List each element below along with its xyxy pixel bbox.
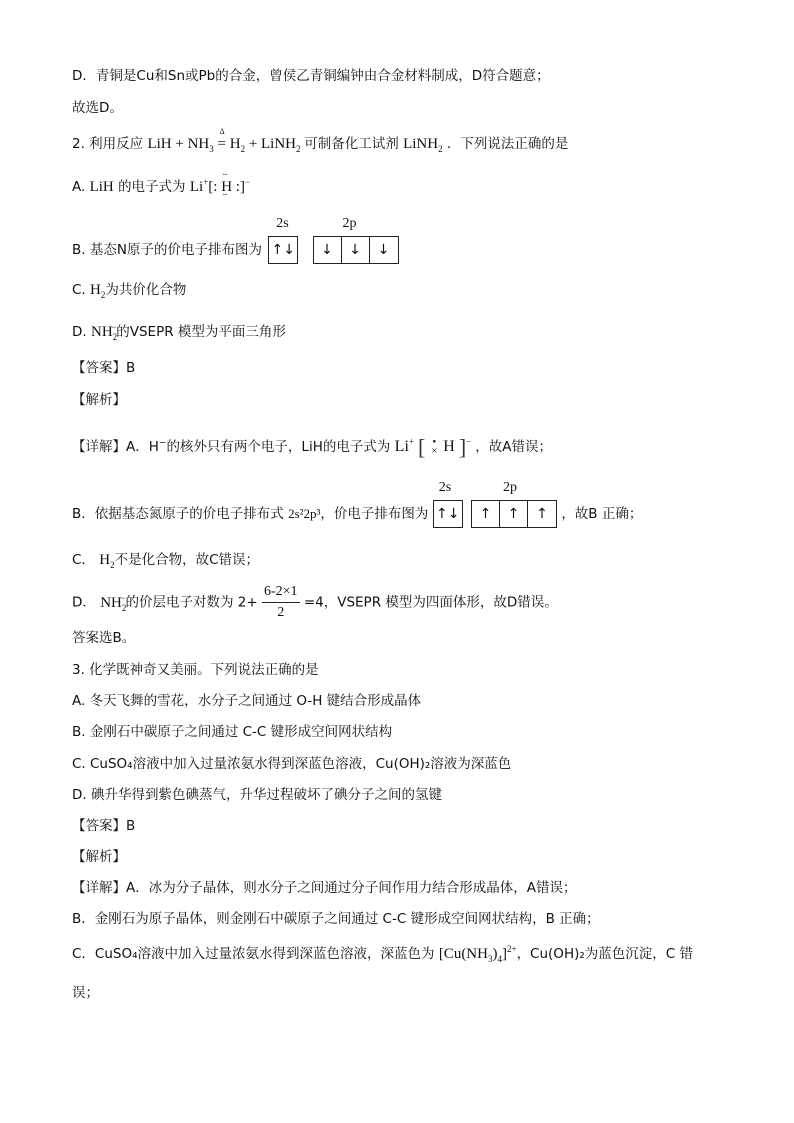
option-d: D. $NH_2^-$的VSEPR 模型为平面三角形: [72, 322, 286, 342]
orbital-cell: ↓: [314, 237, 342, 263]
orbital-label-2s: 2s: [276, 216, 289, 231]
detail-a: 【详解】A．冰为分子晶体，则水分子之间通过分子间作用力结合形成晶体，A错误；: [72, 880, 577, 896]
orbital-2p: [471, 500, 557, 528]
orbital-label-2p: 2p: [342, 216, 357, 231]
question-2: 2. 利用反应 LiH + $NH_3$ Δ = $H_2$ + LiNH$_2$ 可制备化工试剂 LiNH$_2$ ．下列说法正确的是: [72, 127, 569, 154]
orbital-cell: ↑↓: [435, 506, 460, 522]
orbital-cell: ↑: [472, 501, 500, 527]
detail-c: C． $H_2$不是化合物，故C错误；: [72, 552, 260, 570]
detail-c: C．CuSO₄溶液中加入过量浓氨水得到深蓝色溶液，深蓝色为 $[Cu(NH_3)_4]^{2+}$，Cu(OH)₂为蓝色沉淀，C 错: [72, 944, 693, 964]
orbital-cell: ↓: [342, 237, 370, 263]
answer-label: 【答案】B: [72, 818, 136, 834]
text-line: 故选D。: [72, 100, 123, 116]
option-a: A. LiH 的电子式为 Li+[: ·· H ·· :]−: [72, 177, 250, 197]
detail-b: B．金刚石为原子晶体，则金刚石中碳原子之间通过 C-C 键形成空间网状结构，B 正确；: [72, 911, 600, 927]
orbital-2s: [268, 236, 298, 264]
option-b: B. 基态N原子的价电子排布图为 2s ↑↓ 2p ↓ ↓ ↓: [72, 236, 399, 264]
option-c: C. CuSO₄溶液中加入过量浓氨水得到深蓝色溶液，Cu(OH)₂溶液为深蓝色: [72, 756, 512, 772]
orbital-cell: ↑↓: [271, 242, 295, 258]
analysis-label: 【解析】: [72, 849, 126, 865]
option-c: C. $H_2$为共价化合物: [72, 282, 187, 300]
analysis-label: 【解析】: [72, 392, 126, 408]
orbital-label-2p: 2p: [503, 480, 518, 495]
option-d: D. 碘升华得到紫色碘蒸气，升华过程破坏了碘分子之间的氢键: [72, 787, 442, 803]
answer-label: 【答案】B: [72, 360, 136, 376]
fraction: $\frac{6-2\times 1}{2}$: [263, 584, 298, 620]
detail-d: D． $NH_2^-$的价层电子对数为 2+ $\frac{6-2\times 1}{2}$ =4，VSEPR 模型为四面体形，故D错误。: [72, 582, 558, 623]
orbital-label-2s: 2s: [438, 480, 452, 495]
orbital-2s: [433, 500, 463, 528]
orbital-cell: ↓: [377, 242, 390, 258]
orbital-diagram-question: [268, 216, 298, 264]
orbital-diagram-question-2p: [313, 216, 399, 264]
question-3: 3. 化学既神奇又美丽。下列说法正确的是: [72, 662, 319, 678]
detail-c-continued: 误；: [72, 985, 99, 1001]
orbital-2p: [313, 236, 399, 264]
electron-formula: Li+[: ·· H ·· :]−: [190, 179, 250, 195]
option-b: B. 金刚石中碳原子之间通过 C-C 键形成空间网状结构: [72, 724, 393, 740]
question-number: 2. 利用反应: [72, 136, 144, 152]
option-a: A. 冬天飞舞的雪花，水分子之间通过 O-H 键结合形成晶体: [72, 693, 422, 709]
reaction-equation: LiH + $NH_3$ Δ = $H_2$ + LiNH$_2$: [147, 127, 301, 154]
copper-complex: $[Cu(NH_3)_4]^{2+}$: [438, 944, 517, 964]
answer-conclusion: 答案选B。: [72, 630, 136, 646]
text-line: D．青铜是Cu和Sn或Pb的合金，曾侯乙青铜编钟由合金材料制成，D符合题意；: [72, 68, 550, 84]
orbital-diagram-answer: [433, 480, 463, 528]
detail-a: 【详解】A．H−的核外只有两个电子，LiH的电子式为 Li+ [ • × H ]− ，故A错误；: [72, 434, 553, 460]
orbital-cell: ↑: [500, 501, 528, 527]
orbital-cell: ↑: [536, 506, 548, 522]
detail-b: B．依据基态氮原子的价电子排布式 2s²2p³，价电子排布图为 2s ↑↓ 2p ↑ ↑ ↑ ，故B 正确；: [72, 500, 642, 528]
orbital-diagram-answer-2p: [471, 480, 557, 528]
electron-formula-answer: Li+ [ • × H ]−: [394, 434, 472, 460]
